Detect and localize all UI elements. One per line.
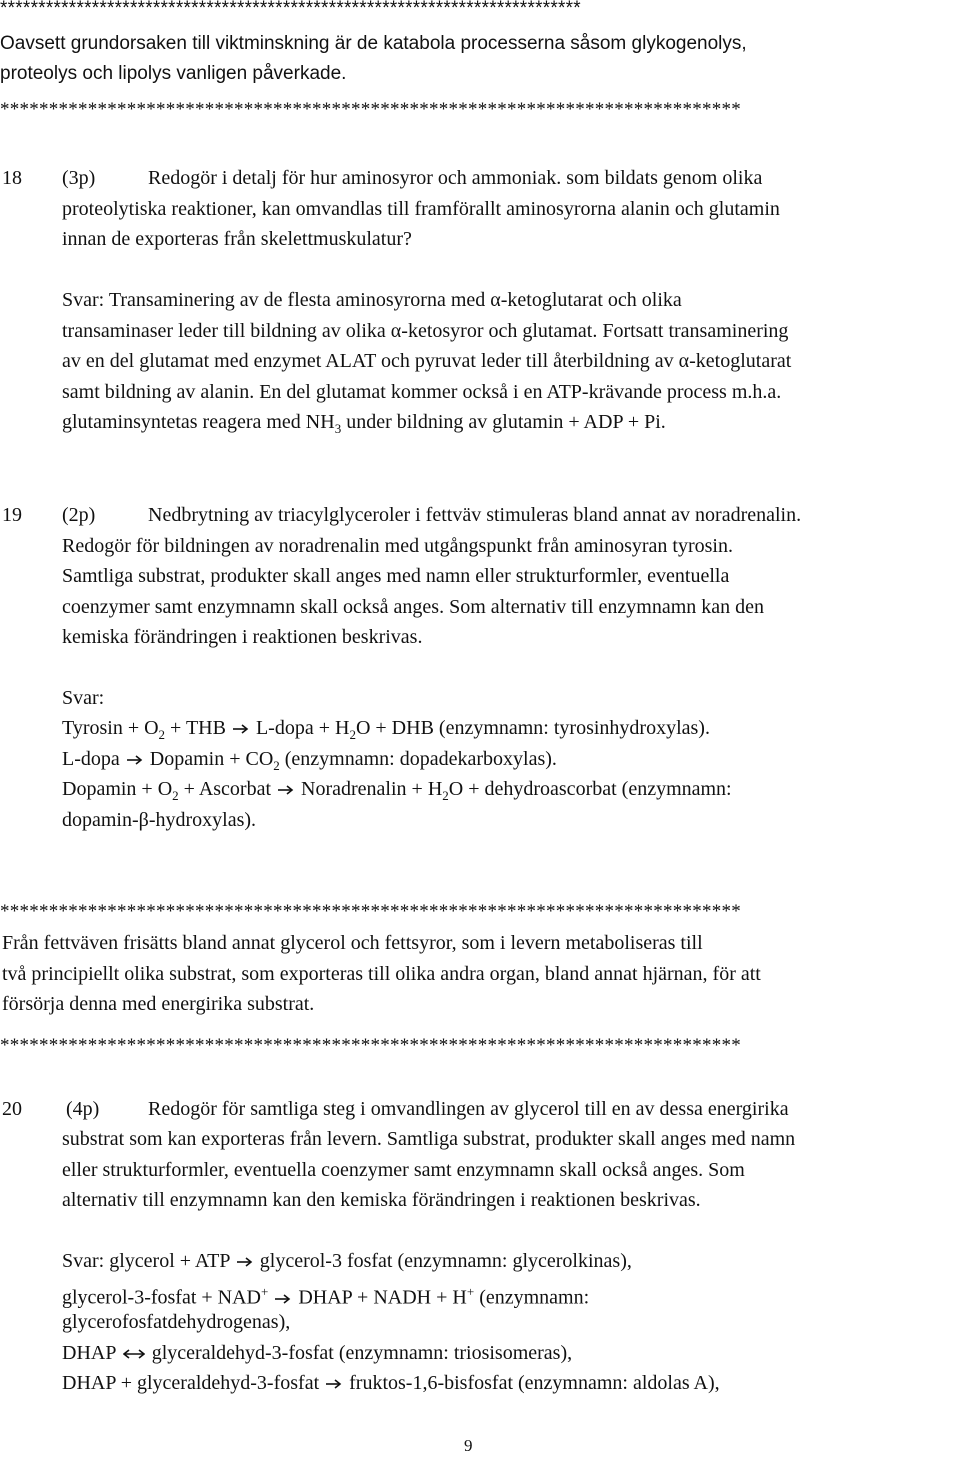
q19-reaction4: dopamin-β-hydroxylas). bbox=[62, 809, 257, 831]
right-arrow-icon bbox=[127, 755, 143, 765]
divider-top: **************************************************************************** bbox=[0, 0, 581, 19]
q19-number: 19 bbox=[2, 504, 22, 526]
q20-line4: alternativ till enzymnamn kan den kemiska förändringen i reaktionen beskrivas. bbox=[62, 1189, 701, 1211]
q19-r3b: + Ascorbat bbox=[178, 778, 272, 800]
q19-r3a: Dopamin + O bbox=[62, 778, 173, 800]
q20-answer-line2 bbox=[62, 1280, 589, 1310]
q20-s5b: fruktos-1,6-bisfosfat (enzymnamn: aldolas A), bbox=[349, 1372, 720, 1394]
q20-line2: substrat som kan exporteras från levern. Samtliga substrat, produkter skall anges med namn bbox=[62, 1128, 796, 1150]
q20-line1: Redogör för samtliga steg i omvandlingen av glycerol till en av dessa energirika bbox=[148, 1098, 789, 1120]
q20-answer-line4 bbox=[62, 1341, 572, 1365]
right-arrow-icon bbox=[326, 1379, 342, 1389]
q19-r1d: O + DHB (enzymnamn: tyrosinhydroxylas). bbox=[355, 717, 710, 739]
q20-answer-line1 bbox=[62, 1249, 632, 1273]
q20-s1a: : glycerol + ATP bbox=[98, 1250, 230, 1272]
page-number: 9 bbox=[464, 1436, 473, 1455]
q20-answer-line3: glycerofosfatdehydrogenas), bbox=[62, 1311, 291, 1333]
q20-s2a-sup: + bbox=[261, 1284, 269, 1299]
right-arrow-icon bbox=[233, 724, 249, 734]
q20-line3: eller strukturformler, eventuella coenzymer samt enzymnamn skall också anges. Som bbox=[62, 1159, 745, 1181]
q18-answer-line4: samt bildning av alanin. En del glutamat kommer också i en ATP-krävande process m.h.a. bbox=[62, 381, 782, 403]
q18-answer-line1 bbox=[62, 288, 682, 312]
q19-r2b: Dopamin + CO bbox=[149, 748, 274, 770]
q19-r2a: L-dopa bbox=[62, 748, 120, 770]
q18-a5-pre: glutaminsyntetas reagera med NH bbox=[62, 411, 335, 433]
right-arrow-icon bbox=[278, 785, 294, 795]
q19-r1a-sub: 2 bbox=[158, 727, 166, 742]
q19-r1c-sub: 2 bbox=[349, 727, 356, 742]
q18-answer-line5 bbox=[62, 410, 666, 441]
q19-r1c: L-dopa + H bbox=[255, 717, 350, 739]
divider-3: **************************************************************************** bbox=[0, 901, 741, 922]
q18-line3: innan de exporteras från skelettmuskulatur? bbox=[62, 228, 412, 250]
q19-line4: coenzymer samt enzymnamn skall också anges. Som alternativ till enzymnamn kan den bbox=[62, 596, 765, 618]
q20-s4a: DHAP bbox=[62, 1342, 116, 1364]
q18-points: (3p) bbox=[62, 167, 96, 189]
q19-reaction1 bbox=[62, 716, 710, 747]
q20-s2a: glycerol-3-fosfat + NAD bbox=[62, 1286, 261, 1309]
intro-mid-line1: Från fettväven frisätts bland annat glycerol och fettsyror, som i levern metaboliseras till bbox=[2, 932, 703, 954]
q18-answer-line3: av en del glutamat med enzymet ALAT och pyruvat leder till återbildning av α-ketoglutarat bbox=[62, 350, 792, 372]
q18-number: 18 bbox=[2, 167, 22, 189]
q20-number: 20 bbox=[2, 1098, 22, 1120]
q18-answer-label: Svar bbox=[62, 289, 99, 311]
q20-s4b: glyceraldehyd-3-fosfat (enzymnamn: triosisomeras), bbox=[151, 1342, 573, 1364]
q19-reaction3 bbox=[62, 777, 732, 808]
right-arrow-icon bbox=[275, 1294, 291, 1304]
q18-line2: proteolytiska reaktioner, kan omvandlas till framförallt aminosyrorna alanin och glutamin bbox=[62, 198, 780, 220]
q20-answer-line5 bbox=[62, 1371, 720, 1395]
q18-answer-line2: transaminaser leder till bildning av olika α-ketosyror och glutamat. Fortsatt transaminering bbox=[62, 320, 789, 342]
q20-s5a: DHAP + glyceraldehyd-3-fosfat bbox=[62, 1372, 320, 1394]
q19-line1: Nedbrytning av triacylglyceroler i fettväv stimuleras bland annat av noradrenalin. bbox=[148, 504, 802, 526]
q18-answer-text1: : Transaminering av de flesta aminosyrorna med α-ketoglutarat och olika bbox=[98, 289, 682, 311]
q19-r3c-sub: 2 bbox=[442, 788, 449, 803]
q19-r2b-sub: 2 bbox=[273, 758, 280, 773]
q20-s2b: DHAP + NADH + H bbox=[298, 1286, 467, 1309]
q19-line3: Samtliga substrat, produkter skall anges med namn eller strukturformler, eventuella bbox=[62, 565, 730, 587]
intro-mid-line2: två principiellt olika substrat, som exporteras till olika andra organ, bland annat hjärnan, för att bbox=[2, 963, 761, 985]
q19-r2c: (enzymnamn: dopadekarboxylas). bbox=[279, 748, 557, 770]
q19-r3a-sub: 2 bbox=[172, 788, 179, 803]
q19-r3c: Noradrenalin + H bbox=[301, 778, 443, 800]
q19-r1a: Tyrosin + O bbox=[62, 717, 159, 739]
divider-4: **************************************************************************** bbox=[0, 1035, 741, 1056]
q20-points: (4p) bbox=[66, 1098, 100, 1120]
intro-mid-line3: försörja denna med energirika substrat. bbox=[2, 993, 315, 1015]
q19-line2: Redogör för bildningen av noradrenalin med utgångspunkt från aminosyran tyrosin. bbox=[62, 535, 733, 557]
q18-a5-sub: 3 bbox=[334, 421, 342, 436]
q20-s1b: glycerol-3 fosfat (enzymnamn: glycerolkinas), bbox=[259, 1250, 632, 1272]
q19-points: (2p) bbox=[62, 504, 96, 526]
q19-r1b: + THB bbox=[165, 717, 226, 739]
intro-top-line1: Oavsett grundorsaken till viktminskning är de katabola processerna såsom glykogenolys, bbox=[0, 33, 747, 54]
q19-answer-label: Svar: bbox=[62, 687, 105, 709]
q19-line5: kemiska förändringen i reaktionen beskrivas. bbox=[62, 626, 423, 648]
intro-top-line2: proteolys och lipolys vanligen påverkade. bbox=[0, 63, 347, 84]
q18-a5-post: under bildning av glutamin + ADP + Pi. bbox=[341, 411, 666, 433]
divider-2: **************************************************************************** bbox=[0, 99, 741, 120]
q19-r3d: O + dehydroascorbat (enzymnamn: bbox=[448, 778, 732, 800]
bidirectional-arrow-icon bbox=[123, 1349, 145, 1359]
q18-line1: Redogör i detalj för hur aminosyror och ammoniak. som bildats genom olika bbox=[148, 167, 763, 189]
q19-reaction2 bbox=[62, 747, 557, 778]
q20-s2c: (enzymnamn: bbox=[474, 1286, 590, 1309]
q20-s2b-sup: + bbox=[466, 1284, 475, 1299]
q20-answer-label: Svar bbox=[62, 1250, 99, 1272]
right-arrow-icon bbox=[237, 1257, 253, 1267]
